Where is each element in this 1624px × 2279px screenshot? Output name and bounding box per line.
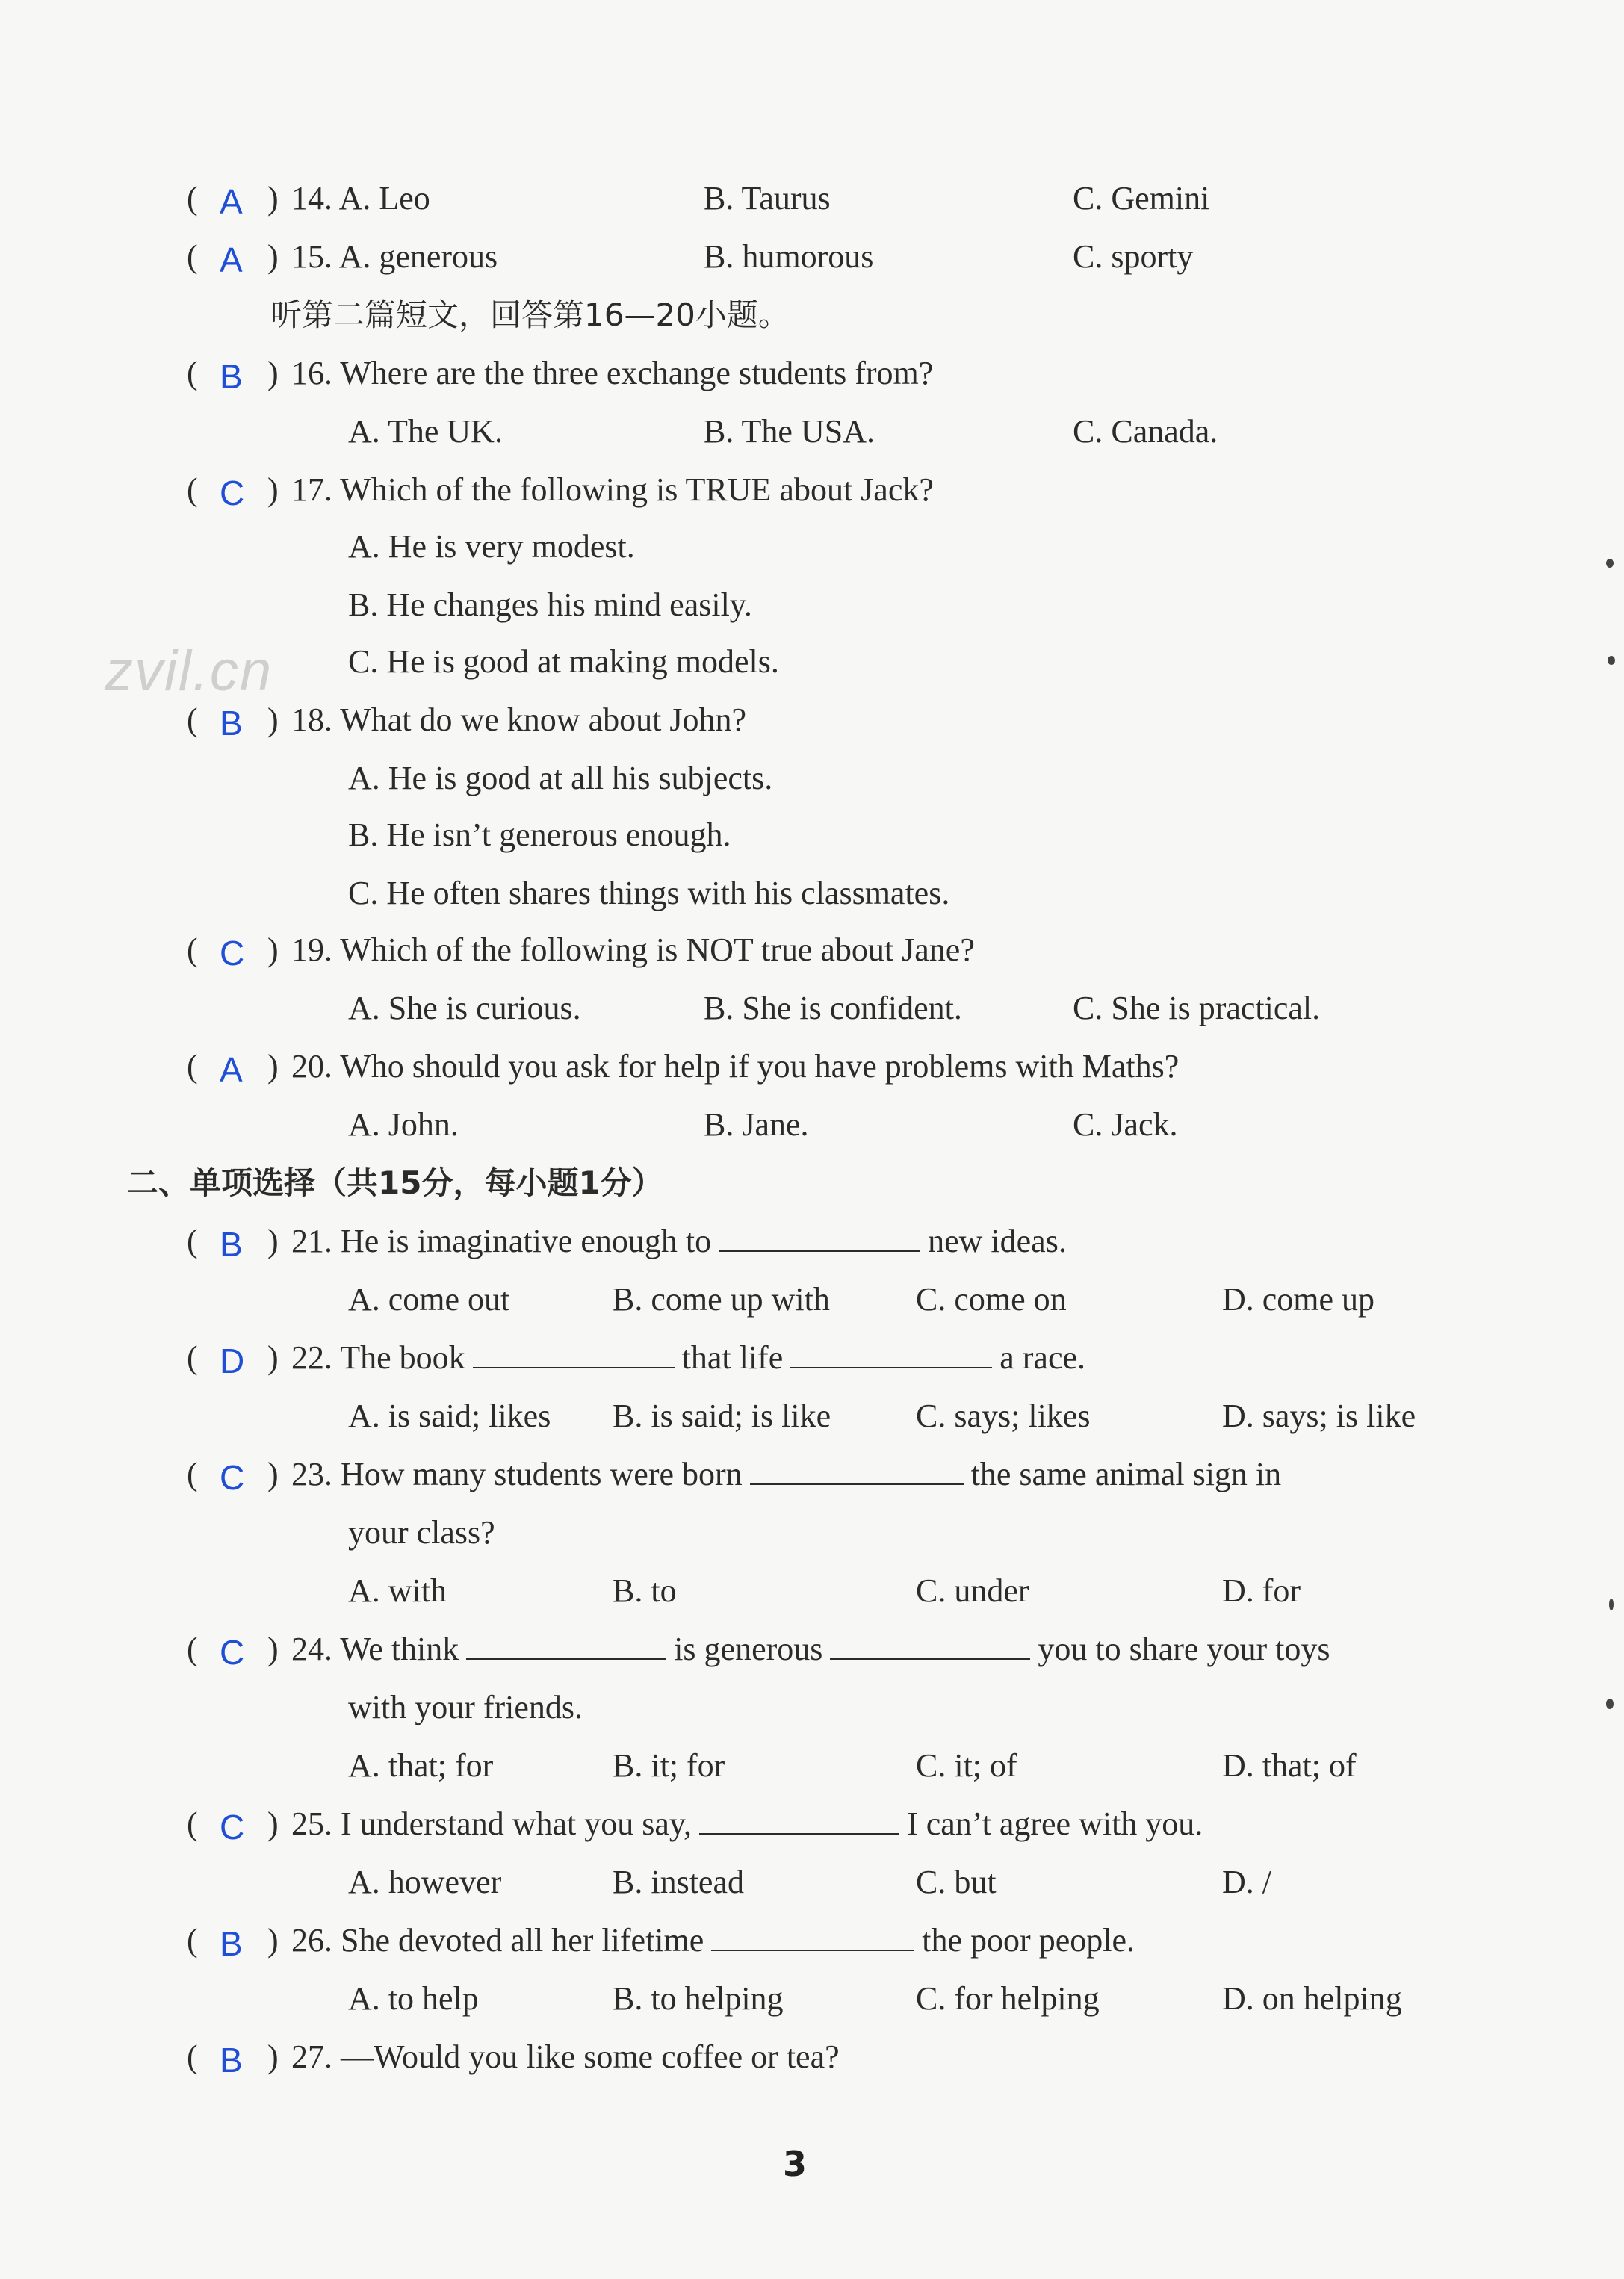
paren-open: ( [187, 1339, 198, 1376]
answer-27: B [220, 2041, 243, 2080]
paren-open: ( [187, 1456, 198, 1492]
option-c: C. for helping [916, 1980, 1100, 2017]
paren-close: ) [267, 1048, 279, 1085]
option-c: C. She is practical. [1073, 990, 1321, 1026]
question-17 [0, 468, 1624, 512]
option-b: B. He isn’t generous enough. [348, 816, 731, 853]
option-a: A. to help [348, 1980, 479, 2017]
question-24-continuation [0, 1685, 1624, 1730]
question-22 [0, 1336, 1624, 1380]
answer-24: C [220, 1633, 245, 1672]
answer-26: B [220, 1924, 243, 1963]
option-b: B. He changes his mind easily. [348, 586, 752, 623]
question-20-options [0, 1103, 1624, 1147]
question-18 [0, 698, 1624, 742]
option-a: A. The UK. [348, 413, 503, 450]
text-post: new ideas. [928, 1223, 1067, 1259]
scan-mark [1609, 1599, 1614, 1610]
paren-close: ) [267, 1805, 279, 1842]
question-17-text: 17. Which of the following is TRUE about Jack? [291, 471, 934, 508]
answer-21: B [220, 1225, 243, 1264]
question-17-option-b [0, 583, 1624, 627]
option-b: B. come up with [613, 1281, 830, 1318]
section-2-title: 二、单项选择（共15分，每小题1分） [127, 1165, 663, 1201]
question-16-text: 16. Where are the three exchange students from? [291, 355, 934, 391]
option-d: D. that; of [1222, 1747, 1357, 1784]
text-pre: 22. The book [291, 1339, 465, 1376]
option-d: D. / [1222, 1864, 1271, 1900]
option-a: A. is said; likes [348, 1398, 551, 1434]
question-21 [0, 1219, 1624, 1264]
paren-open: ( [187, 471, 198, 508]
question-22-options [0, 1394, 1624, 1439]
option-b: B. to [613, 1572, 677, 1609]
paren-close: ) [267, 1922, 279, 1959]
paren-open: ( [187, 355, 198, 391]
text-post: a race. [999, 1339, 1086, 1376]
answer-25: C [220, 1808, 245, 1847]
question-16-options [0, 409, 1624, 454]
option-b: B. Taurus [704, 180, 831, 217]
option-c: C. Jack. [1073, 1106, 1178, 1143]
question-15 [0, 235, 1624, 279]
paren-close: ) [267, 355, 279, 391]
question-27-text: 27. —Would you like some coffee or tea? [291, 2038, 840, 2075]
option-c: C. under [916, 1572, 1029, 1609]
answer-20: A [220, 1050, 243, 1089]
question-18-option-a [0, 756, 1624, 801]
option-c: C. says; likes [916, 1398, 1091, 1434]
option-a: A. She is curious. [348, 990, 581, 1026]
paren-close: ) [267, 1631, 279, 1667]
option-d: D. says; is like [1222, 1398, 1416, 1434]
question-18-option-c [0, 871, 1624, 916]
text-cont: your class? [348, 1514, 495, 1551]
option-a: A. John. [348, 1106, 459, 1143]
question-17-option-c [0, 639, 1624, 684]
paren-close: ) [267, 1223, 279, 1259]
question-21-text [291, 1219, 1067, 1264]
question-22-text [291, 1336, 1085, 1380]
text-post: the poor people. [922, 1922, 1135, 1959]
text-pre: 26. She devoted all her lifetime [291, 1922, 704, 1959]
question-14-text: 14. A. Leo [291, 180, 430, 217]
watermark: zvil.cn [105, 639, 273, 703]
option-a: A. He is very modest. [348, 528, 635, 565]
question-18-option-b [0, 813, 1624, 858]
option-b: B. to helping [613, 1980, 784, 2017]
paren-open: ( [187, 1048, 198, 1085]
scan-mark [1608, 656, 1615, 665]
option-c: C. come on [916, 1281, 1067, 1318]
option-c: C. He is good at making models. [348, 643, 779, 680]
option-d: D. for [1222, 1572, 1301, 1609]
blank [790, 1337, 992, 1368]
paren-close: ) [267, 238, 279, 275]
blank [473, 1337, 675, 1368]
scan-mark [1606, 559, 1614, 568]
question-19-text: 19. Which of the following is NOT true about Jane? [291, 931, 975, 968]
scan-mark [1606, 1699, 1614, 1709]
question-20 [0, 1044, 1624, 1089]
paren-open: ( [187, 1922, 198, 1959]
answer-14: A [220, 182, 243, 221]
question-24 [0, 1627, 1624, 1672]
paren-close: ) [267, 701, 279, 738]
answer-18: B [220, 704, 243, 742]
option-b: B. it; for [613, 1747, 725, 1784]
option-d: D. come up [1222, 1281, 1375, 1318]
option-a: A. with [348, 1572, 447, 1609]
option-b: B. humorous [704, 238, 874, 275]
question-24-options [0, 1743, 1624, 1788]
question-25-options [0, 1860, 1624, 1905]
paren-close: ) [267, 471, 279, 508]
answer-15: A [220, 241, 243, 279]
blank [830, 1628, 1030, 1660]
paren-close: ) [267, 1456, 279, 1492]
paren-close: ) [267, 1339, 279, 1376]
option-a: A. come out [348, 1281, 510, 1318]
question-17-option-a [0, 524, 1624, 569]
question-23-text [291, 1452, 1281, 1497]
answer-23: C [220, 1458, 245, 1497]
text-post: the same animal sign in [970, 1456, 1282, 1492]
question-23 [0, 1452, 1624, 1497]
paren-open: ( [187, 1223, 198, 1259]
text-pre: 23. How many students were born [291, 1456, 743, 1492]
option-b: B. The USA. [704, 413, 875, 450]
answer-22: D [220, 1342, 245, 1380]
text-mid: is generous [674, 1631, 823, 1667]
paren-close: ) [267, 180, 279, 217]
paren-open: ( [187, 180, 198, 217]
option-b: B. instead [613, 1864, 744, 1900]
question-15-text: 15. A. generous [291, 238, 498, 275]
question-19 [0, 928, 1624, 973]
paren-open: ( [187, 931, 198, 968]
paren-close: ) [267, 931, 279, 968]
text-cont: with your friends. [348, 1689, 583, 1725]
question-16 [0, 351, 1624, 396]
text-pre: 21. He is imaginative enough to [291, 1223, 712, 1259]
blank [699, 1803, 899, 1835]
paren-open: ( [187, 1805, 198, 1842]
option-c: C. He often shares things with his classmates. [348, 875, 950, 911]
question-23-options [0, 1569, 1624, 1613]
option-a: A. that; for [348, 1747, 494, 1784]
option-a: A. however [348, 1864, 502, 1900]
option-c: C. sporty [1073, 238, 1194, 275]
section-2-header [0, 1161, 1624, 1206]
blank [750, 1454, 964, 1485]
question-23-continuation [0, 1510, 1624, 1555]
option-a: A. He is good at all his subjects. [348, 760, 773, 796]
question-26-options [0, 1976, 1624, 2021]
text-mid: that life [681, 1339, 784, 1376]
question-26 [0, 1918, 1624, 1963]
text-post: you to share your toys [1038, 1631, 1330, 1667]
question-19-options [0, 986, 1624, 1031]
blank [719, 1221, 920, 1252]
answer-17: C [220, 474, 245, 512]
blank [466, 1628, 666, 1660]
question-18-text: 18. What do we know about John? [291, 701, 746, 738]
question-21-options [0, 1277, 1624, 1322]
paren-close: ) [267, 2038, 279, 2075]
listening-note [0, 293, 1624, 338]
paren-open: ( [187, 238, 198, 275]
text-post: I can’t agree with you. [907, 1805, 1203, 1842]
question-26-text [291, 1918, 1135, 1963]
paren-open: ( [187, 701, 198, 738]
text-pre: 25. I understand what you say, [291, 1805, 692, 1842]
note-16-20: 听第二篇短文，回答第16—20小题。 [270, 297, 790, 333]
option-c: C. but [916, 1864, 997, 1900]
option-d: D. on helping [1222, 1980, 1402, 2017]
option-b: B. She is confident. [704, 990, 962, 1026]
question-20-text: 20. Who should you ask for help if you have problems with Maths? [291, 1048, 1180, 1085]
option-b: B. is said; is like [613, 1398, 831, 1434]
page-number: 3 [783, 2144, 808, 2184]
option-c: C. Canada. [1073, 413, 1218, 450]
blank [711, 1920, 914, 1951]
option-c: C. Gemini [1073, 180, 1210, 217]
text-pre: 24. We think [291, 1631, 459, 1667]
paren-open: ( [187, 2038, 198, 2075]
answer-16: B [220, 357, 243, 396]
question-25-text [291, 1802, 1203, 1847]
option-c: C. it; of [916, 1747, 1017, 1784]
question-14 [0, 176, 1624, 221]
question-24-text [291, 1627, 1330, 1672]
question-27 [0, 2035, 1624, 2080]
answer-19: C [220, 934, 245, 973]
paren-open: ( [187, 1631, 198, 1667]
question-25 [0, 1802, 1624, 1847]
option-b: B. Jane. [704, 1106, 809, 1143]
